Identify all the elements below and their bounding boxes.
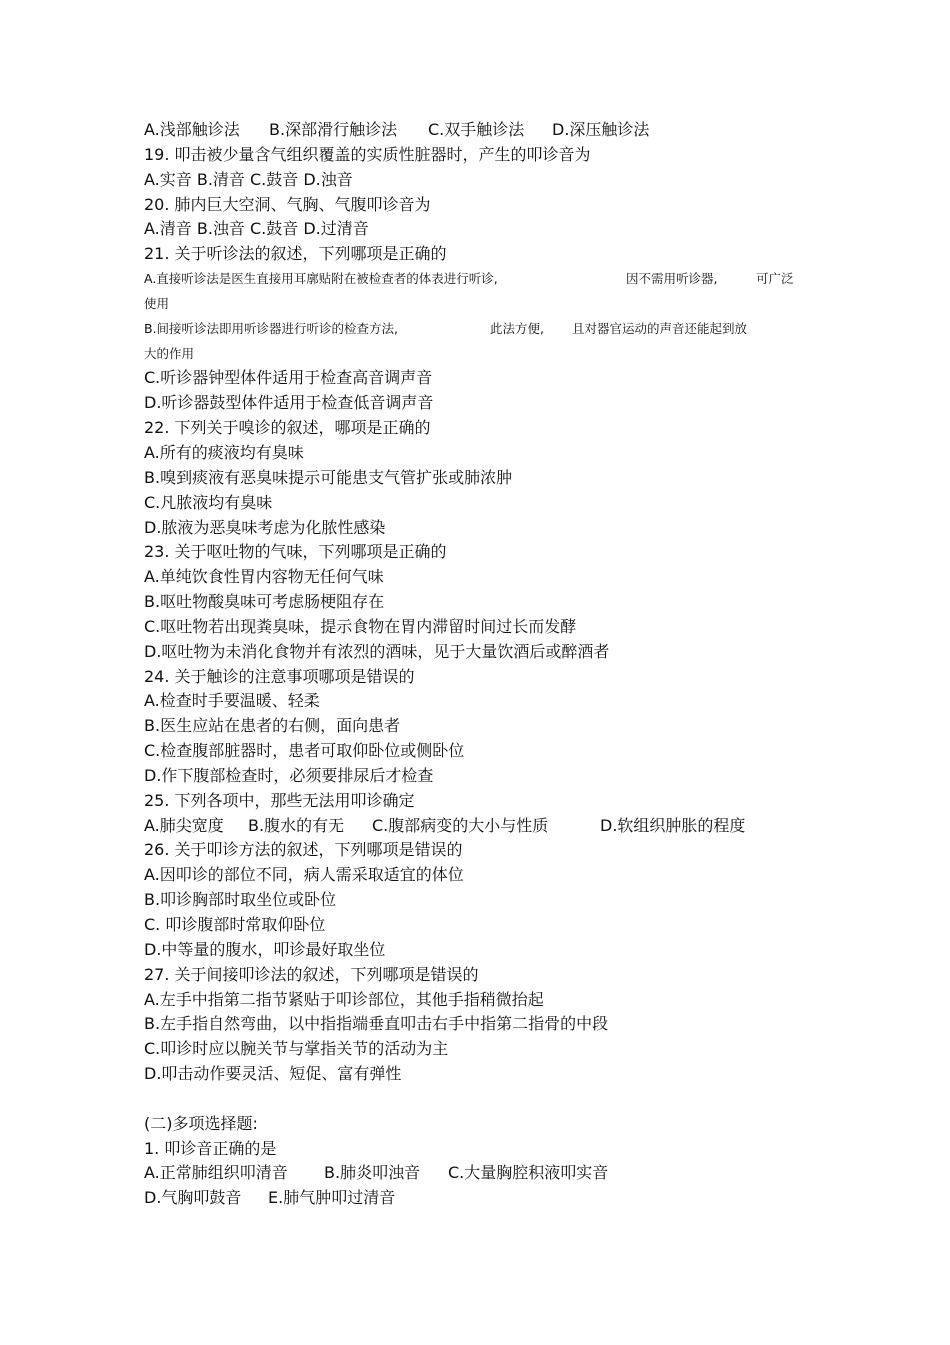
text-line: C.检查腹部脏器时，患者可取仰卧位或侧卧位	[144, 741, 465, 761]
text-line: A.因叩诊的部位不同，病人需采取适宜的体位	[144, 865, 464, 885]
text-line: C. 叩诊腹部时常取仰卧位	[144, 915, 326, 934]
text-line: B.医生应站在患者的右侧，面向患者	[144, 716, 401, 736]
text-line: A.单纯饮食性胃内容物无任何气味	[144, 567, 384, 587]
option-text: B.深部滑行触诊法	[269, 120, 398, 139]
text-line: 使用	[144, 295, 170, 311]
text-line: A.左手中指第二指节紧贴于叩诊部位，其他手指稍微抬起	[144, 989, 544, 1009]
text-line: 20. 肺内巨大空洞、气胸、气腹叩诊音为	[144, 194, 431, 214]
option-text: 因不需用听诊器,	[626, 271, 718, 287]
option-line	[144, 814, 824, 839]
option-text: A.正常肺组织叩清音	[144, 1163, 288, 1183]
text-line: D.作下腹部检查时，必须要排尿后才检查	[144, 765, 434, 785]
text-line: D.中等量的腹水，叩诊最好取坐位	[144, 939, 386, 959]
option-line	[144, 118, 824, 143]
text-line: C.叩诊时应以腕关节与掌指关节的活动为主	[144, 1039, 449, 1059]
text-line: B.叩诊胸部时取坐位或卧位	[144, 890, 337, 910]
option-text: E.肺气肿叩过清音	[268, 1188, 396, 1208]
text-line: (二)多项选择题:	[144, 1113, 258, 1133]
text-line: A.所有的痰液均有臭味	[144, 442, 304, 462]
option-text: D.深压触诊法	[552, 120, 650, 139]
option-text: A.肺尖宽度	[144, 815, 224, 835]
text-line: 23. 关于呕吐物的气味，下列哪项是正确的	[144, 542, 447, 562]
text-line: 19. 叩击被少量含气组织覆盖的实质性脏器时，产生的叩诊音为	[144, 144, 591, 164]
text-line: D.叩击动作要灵活、短促、富有弹性	[144, 1064, 402, 1084]
option-line	[144, 1161, 824, 1186]
text-line: B.嗅到痰液有恶臭味提示可能患支气管扩张或肺浓肿	[144, 467, 513, 487]
text-line: 26. 关于叩诊方法的叙述，下列哪项是错误的	[144, 840, 463, 860]
text-line: D.呕吐物为未消化食物并有浓烈的酒味，见于大量饮酒后或醉酒者	[144, 641, 610, 661]
option-text: B.腹水的有无	[248, 815, 345, 835]
option-text: 此法方便,	[490, 320, 544, 336]
text-line: 1. 叩诊音正确的是	[144, 1138, 277, 1158]
option-text: C.腹部病变的大小与性质	[372, 815, 549, 835]
text-line: D.听诊器鼓型体件适用于检查低音调声音	[144, 393, 434, 413]
text-line: A.实音 B.清音 C.鼓音 D.浊音	[144, 169, 353, 189]
text-line: 24. 关于触诊的注意事项哪项是错误的	[144, 666, 415, 686]
text-line: D.脓液为恶臭味考虑为化脓性感染	[144, 517, 386, 537]
text-line: 大的作用	[144, 345, 195, 361]
option-text: 可广泛	[756, 271, 794, 287]
text-line: B.左手指自然弯曲，以中指指端垂直叩击右手中指第二指骨的中段	[144, 1014, 609, 1034]
option-line	[144, 1186, 824, 1211]
option-text: A.直接听诊法是医生直接用耳廓贴附在被检查者的体表进行听诊,	[144, 271, 498, 287]
option-text: C.大量胸腔积液叩实音	[448, 1163, 609, 1183]
text-line: C.呕吐物若出现粪臭味，提示食物在胃内滞留时间过长而发酵	[144, 616, 577, 636]
text-line: 21. 关于听诊法的叙述，下列哪项是正确的	[144, 244, 447, 264]
text-line: 25. 下列各项中，那些无法用叩诊确定	[144, 790, 415, 810]
text-line: 22. 下列关于嗅诊的叙述，哪项是正确的	[144, 418, 431, 438]
option-text: A.浅部触诊法	[144, 120, 240, 139]
text-line: C.凡脓液均有臭味	[144, 492, 273, 512]
option-text: D.气胸叩鼓音	[144, 1188, 242, 1208]
option-text: D.软组织肿胀的程度	[600, 815, 746, 835]
option-text: B.间接听诊法即用听诊器进行听诊的检查方法,	[144, 320, 399, 336]
option-line	[144, 267, 824, 292]
text-line: 27. 关于间接叩诊法的叙述，下列哪项是错误的	[144, 964, 479, 984]
text-line: B.呕吐物酸臭味可考虑肠梗阻存在	[144, 592, 385, 612]
option-text: C.双手触诊法	[428, 120, 525, 139]
blank-line	[144, 1087, 824, 1112]
option-text: B.肺炎叩浊音	[324, 1163, 421, 1183]
text-line: A.清音 B.浊音 C.鼓音 D.过清音	[144, 219, 369, 239]
option-text: 且对器官运动的声音还能起到放	[572, 320, 748, 336]
text-line: A.检查时手要温暖、轻柔	[144, 691, 320, 711]
document-page	[144, 118, 824, 1211]
option-line	[144, 317, 824, 342]
text-line: C.听诊器钟型体件适用于检查高音调声音	[144, 368, 433, 388]
